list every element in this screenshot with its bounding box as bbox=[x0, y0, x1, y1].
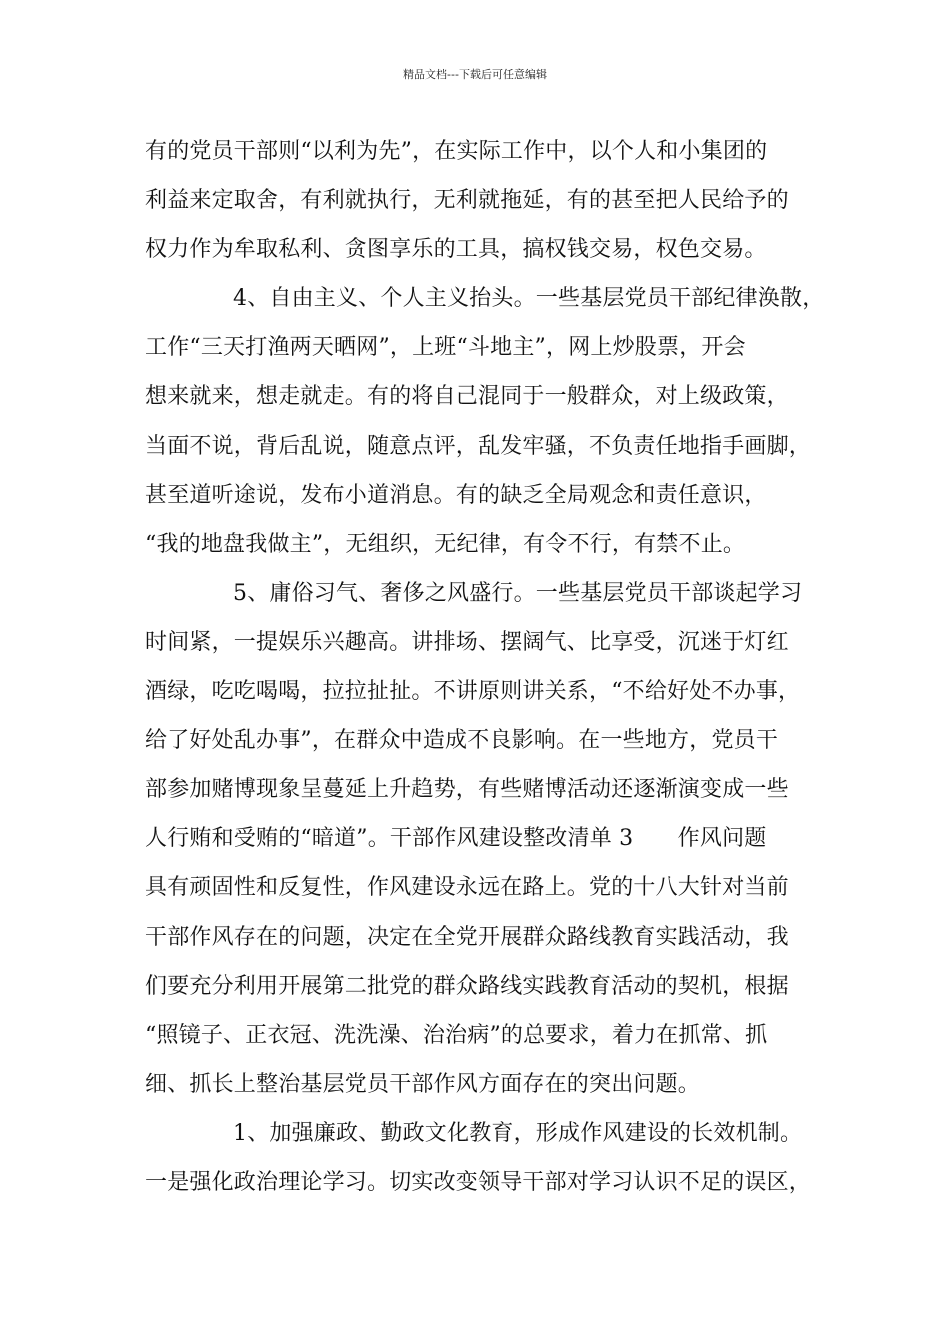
document-body bbox=[145, 130, 825, 1210]
text-line: 工作“三天打渔两天晒网”，上班“斗地主”，网上炒股票，开会 bbox=[145, 335, 746, 361]
text-line: 当面不说，背后乱说，随意点评，乱发牢骚，不负责任地指手画脚， bbox=[145, 433, 812, 459]
text-line: “我的地盘我做主”，无组织，无纪律，有令不行，有禁不止。 bbox=[145, 531, 746, 557]
text-line: “照镜子、正衣冠、洗洗澡、治治病”的总要求，着力在抓常、抓 bbox=[145, 1022, 768, 1048]
text-line: 时间紧，一提娱乐兴趣高。讲排场、摆阔气、比享受，沉迷于灯红 bbox=[145, 629, 789, 655]
page-header: 精品文档---下载后可任意编辑 bbox=[403, 68, 547, 81]
text-line: 细、抓长上整治基层党员干部作风方面存在的突出问题。 bbox=[145, 1071, 701, 1097]
text-line: 一是强化政治理论学习。切实改变领导干部对学习认识不足的误区， bbox=[145, 1169, 812, 1195]
text-line: 利益来定取舍，有利就执行，无利就拖延，有的甚至把人民给予的 bbox=[145, 188, 789, 214]
text-line: 干部作风存在的问题，决定在全党开展群众路线教育实践活动，我 bbox=[145, 924, 789, 950]
text-line: 部参加赌博现象呈蔓延上升趋势，有些赌博活动还逐渐演变成一些 bbox=[145, 777, 789, 803]
text-line: 1、加强廉政、勤政文化教育，形成作风建设的长效机制。 bbox=[233, 1120, 803, 1146]
text-line: 给了好处乱办事”，在群众中造成不良影响。在一些地方，党员干 bbox=[145, 728, 779, 754]
text-line: 人行贿和受贿的“暗道”。干部作风建设整改清单 3 作风问题 bbox=[145, 826, 767, 852]
text-line: 4、自由主义、个人主义抬头。一些基层党员干部纪律涣散， bbox=[233, 286, 825, 312]
text-line: 权力作为牟取私利、贪图享乐的工具，搞权钱交易，权色交易。 bbox=[145, 237, 767, 263]
text-line: 5、庸俗习气、奢侈之风盛行。一些基层党员干部谈起学习 bbox=[233, 580, 803, 606]
text-line: 有的党员干部则“以利为先”，在实际工作中，以个人和小集团的 bbox=[145, 139, 768, 164]
text-line: 们要充分利用开展第二批党的群众路线实践教育活动的契机，根据 bbox=[145, 973, 789, 999]
text-line: 酒绿，吃吃喝喝，拉拉扯扯。不讲原则讲关系，“不给好处不办事， bbox=[145, 679, 801, 705]
text-line: 具有顽固性和反复性，作风建设永远在路上。党的十八大针对当前 bbox=[145, 875, 789, 901]
text-line: 想来就来，想走就走。有的将自己混同于一般群众，对上级政策， bbox=[145, 384, 789, 410]
text-line: 甚至道听途说，发布小道消息。有的缺乏全局观念和责任意识， bbox=[145, 482, 767, 508]
